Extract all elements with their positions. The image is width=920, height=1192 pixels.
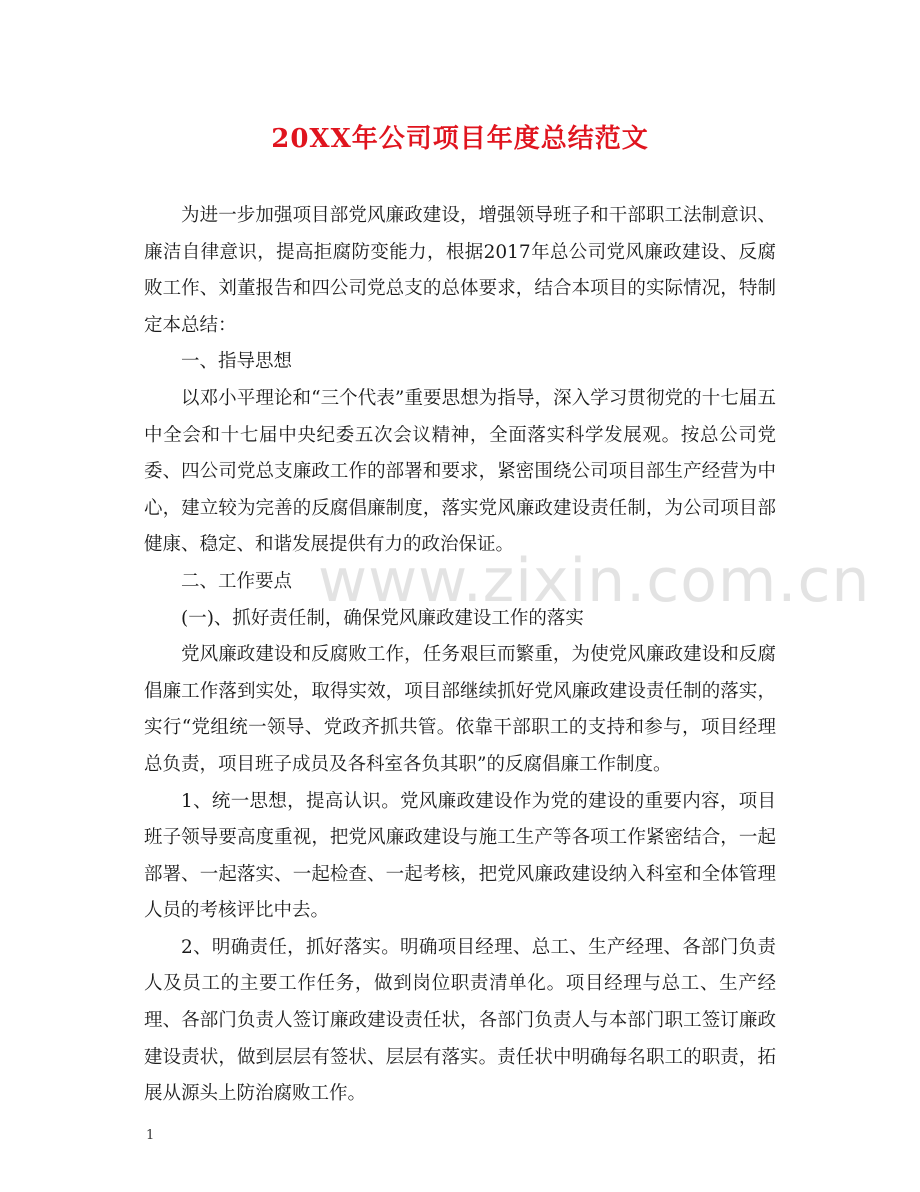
paragraph-guiding-thought: 以邓小平理论和“三个代表”重要思想为指导，深入学习贯彻党的十七届五中全会和十七届中央纪委五次会议精神，全面落实科学发展观。按总公司党委、四公司党总支廉政工作的部署和要求，紧密围绕公司项目部生产经营为中心，建立较为完善的反腐倡廉制度，落实党风廉政建设责任制，为公司项目部健康、稳定、和谐发展提供有力的政治保证。 (144, 387, 776, 556)
paragraph-responsibility: 党风廉政建设和反腐败工作，任务艰巨而繁重，为使党风廉政建设和反腐倡廉工作落到实处，取得实效，项目部继续抓好党风廉政建设责任制的落实，实行“党组统一领导、党政齐抓共管。依靠干部职工的支持和参与，项目经理总负责，项目班子成员及各科室各负其职”的反腐倡廉工作制度。 (144, 644, 776, 775)
section-heading-2: 二、工作要点 (181, 570, 293, 592)
section-heading-1: 一、指导思想 (181, 351, 293, 373)
document-body (144, 198, 776, 1113)
paragraph-item-2: 2、明确责任，抓好落实。明确项目经理、总工、生产经理、各部门负责人及员工的主要工作任务，做到岗位职责清单化。项目经理与总工、生产经理、各部门负责人签订廉政建设责任状，各部门负责人与本部门职工签订廉政建设责状，做到层层有签状、层层有落实。责任状中明确每名职工的职责，拓展从源头上防治腐败工作。 (144, 936, 776, 1105)
subsection-heading-1: (一)、抓好责任制，确保党风廉政建设工作的落实 (181, 607, 584, 629)
page-number: 1 (146, 1128, 155, 1143)
document-title: 20XX年公司项目年度总结范文 (271, 124, 649, 154)
watermark: www.zixin.com.cn (318, 546, 871, 616)
paragraph-item-1: 1、统一思想，提高认识。党风廉政建设作为党的建设的重要内容，项目班子领导要高度重视，把党风廉政建设与施工生产等各项工作紧密结合，一起部署、一起落实、一起检查、一起考核，把党风廉政建设纳入科室和全体管理人员的考核评比中去。 (144, 790, 776, 922)
paragraph-intro: 为进一步加强项目部党风廉政建设，增强领导班子和干部职工法制意识、廉洁自律意识，提高拒腐防变能力，根据2017年总公司党风廉政建设、反腐败工作、刘董报告和四公司党总支的总体要求，结合本项目的实际情况，特制定本总结： (144, 205, 776, 336)
